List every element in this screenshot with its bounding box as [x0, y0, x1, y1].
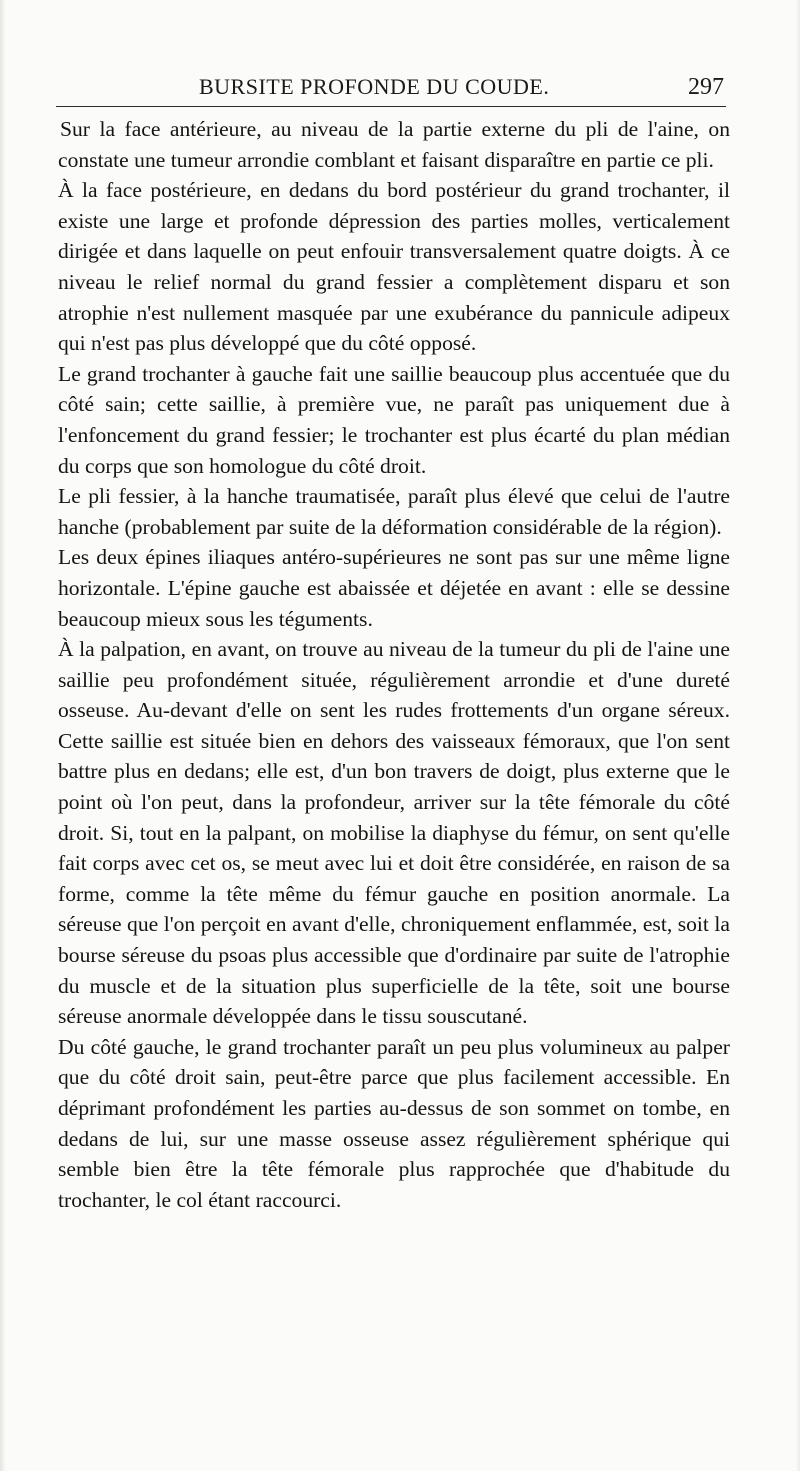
scan-shadow-left	[0, 0, 6, 1471]
scan-shadow-right	[796, 0, 800, 1471]
paragraph: Le grand trochanter à gauche fait une saillie beaucoup plus accentuée que du côté sain; cette saillie, à première vue, ne paraît pas uniquement due à l'enfoncement du grand fessier; le trochanter est plus écarté du plan médian du corps que son homologue du côté droit.	[58, 361, 730, 478]
paragraph: Le pli fessier, à la hanche traumatisée, paraît plus élevé que celui de l'autre hanche (probablement par suite de la déformation considérable de la région).	[58, 484, 730, 539]
paragraph: Sur la face antérieure, au niveau de la partie externe du pli de l'aine, on constate une tumeur arrondie comblant et faisant disparaître en partie ce pli.	[58, 117, 730, 172]
paragraph: Du côté gauche, le grand trochanter paraît un peu plus volumineux au palper que du côté droit sain, peut-être parce que plus facilement accessible. En déprimant profondément les parties au-dessus de son sommet on tombe, en dedans de lui, sur une masse osseuse assez régulièrement sphérique qui semble bien être la tête fémorale plus rapprochée que d'habitude du trochanter, le col étant raccourci.	[58, 1034, 730, 1212]
paragraph: À la face postérieure, en dedans du bord postérieur du grand trochanter, il existe une large et profonde dépression des parties molles, verticalement dirigée et dans laquelle on peut enfouir transversalement quatre doigts. À ce niveau le relief normal du grand fessier a complètement disparu et son atrophie n'est nullement masquée par une exubérance du pannicule adipeux qui n'est pas plus développé que du côté opposé.	[58, 178, 730, 356]
paragraph: À la palpation, en avant, on trouve au niveau de la tumeur du pli de l'aine une saillie peu profondément située, régulièrement arrondie et d'une dureté osseuse. Au-devant d'elle on sent les rudes frottements d'un organe séreux. Cette saillie est située bien en dehors des vaisseaux fémoraux, que l'on sent battre plus en dedans; elle est, d'un bon travers de doigt, plus externe que le point où l'on peut, dans la profondeur, arriver sur la tête fémorale du côté droit. Si, tout en la palpant, on mobilise la diaphyse du fémur, on sent qu'elle fait corps avec cet os, se meut avec lui et doit être considérée, en raison de sa forme, comme la tête même du fémur gauche en position anormale. La séreuse que l'on perçoit en avant d'elle, chroniquement enflammée, est, soit la bourse séreuse du psoas plus accessible que d'ordinaire par suite de l'atrophie du muscle et de la situation plus superficielle de la tête, soit une bourse séreuse anormale développée dans le tissu souscutané.	[58, 637, 730, 1029]
running-title: BURSITE PROFONDE DU COUDE.	[199, 74, 550, 99]
page-number: 297	[688, 74, 724, 100]
paragraph: Les deux épines iliaques antéro-supérieures ne sont pas sur une même ligne horizontale. L'épine gauche est abaissée et déjetée en avant : elle se dessine beaucoup mieux sous les téguments.	[58, 545, 730, 631]
body-text	[58, 114, 730, 1215]
page-header	[56, 72, 726, 107]
